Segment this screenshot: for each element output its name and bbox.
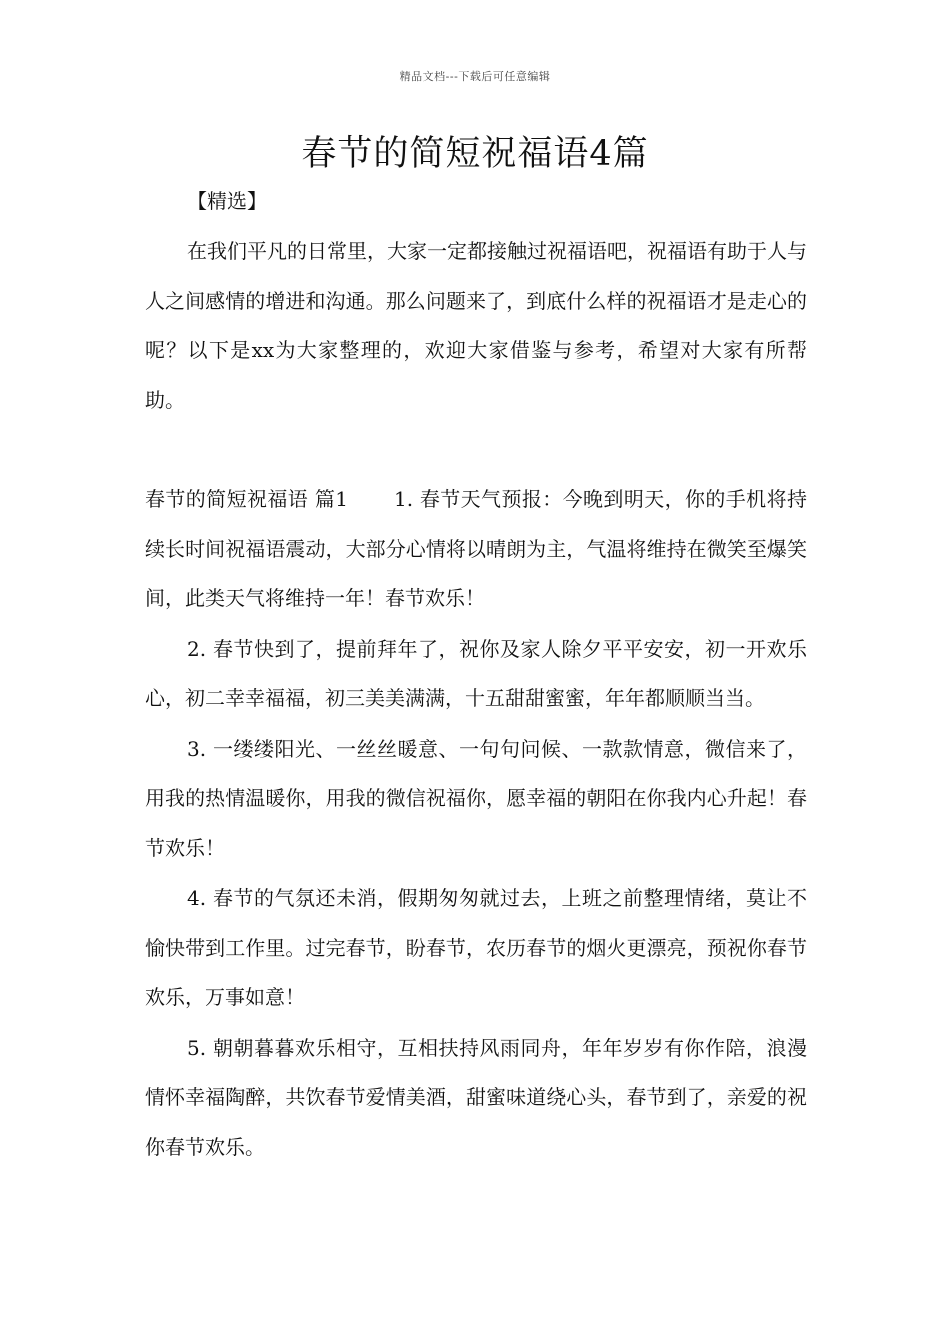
selection-tag: 【精选】: [187, 189, 267, 213]
section-heading: 春节的简短祝福语 篇1: [145, 487, 349, 511]
document-title: 春节的简短祝福语4篇: [301, 134, 649, 174]
wish-item-4: 4. 春节的气氛还未消，假期匆匆就过去，上班之前整理情绪，莫让不愉快带到工作里。过完春节，盼春节，农历春节的烟火更漂亮，预祝你春节欢乐，万事如意！: [145, 886, 807, 1009]
page-header: [0, 68, 950, 84]
wish-item-1: 1. 春节天气预报：今晚到明天，你的手机将持续长时间祝福语震动，大部分心情将以晴朗为主，气温将维持在微笑至爆笑间，此类天气将维持一年！春节欢乐！: [145, 487, 807, 610]
section-first-paragraph: [145, 475, 807, 624]
wish-item-2: 2. 春节快到了，提前拜年了，祝你及家人除夕平平安安，初一开欢乐心，初二幸幸福福，初三美美满满，十五甜甜蜜蜜，年年都顺顺当当。: [145, 636, 807, 710]
wish-item-3: 3. 一缕缕阳光、一丝丝暖意、一句句问候、一款款情意，微信来了，用我的热情温暖你，用我的微信祝福你，愿幸福的朝阳在你我内心升起！春节欢乐！: [145, 736, 807, 860]
intro-paragraph: 在我们平凡的日常里，大家一定都接触过祝福语吧，祝福语有助于人与人之间感情的增进和沟通。那么问题来了，到底什么样的祝福语才是走心的呢？以下是xx为大家整理的，欢迎大家借鉴与参考，希望对大家有所帮助。: [145, 239, 807, 412]
section-block: [145, 475, 807, 1172]
intro-block: [145, 227, 807, 425]
wish-item-5: 5. 朝朝暮暮欢乐相守，互相扶持风雨同舟，年年岁岁有你作陪，浪漫情怀幸福陶醉，共饮春节爱情美酒，甜蜜味道绕心头，春节到了，亲爱的祝你春节欢乐。: [145, 1035, 807, 1159]
header-text: 精品文档---下载后可任意编辑: [399, 70, 551, 83]
